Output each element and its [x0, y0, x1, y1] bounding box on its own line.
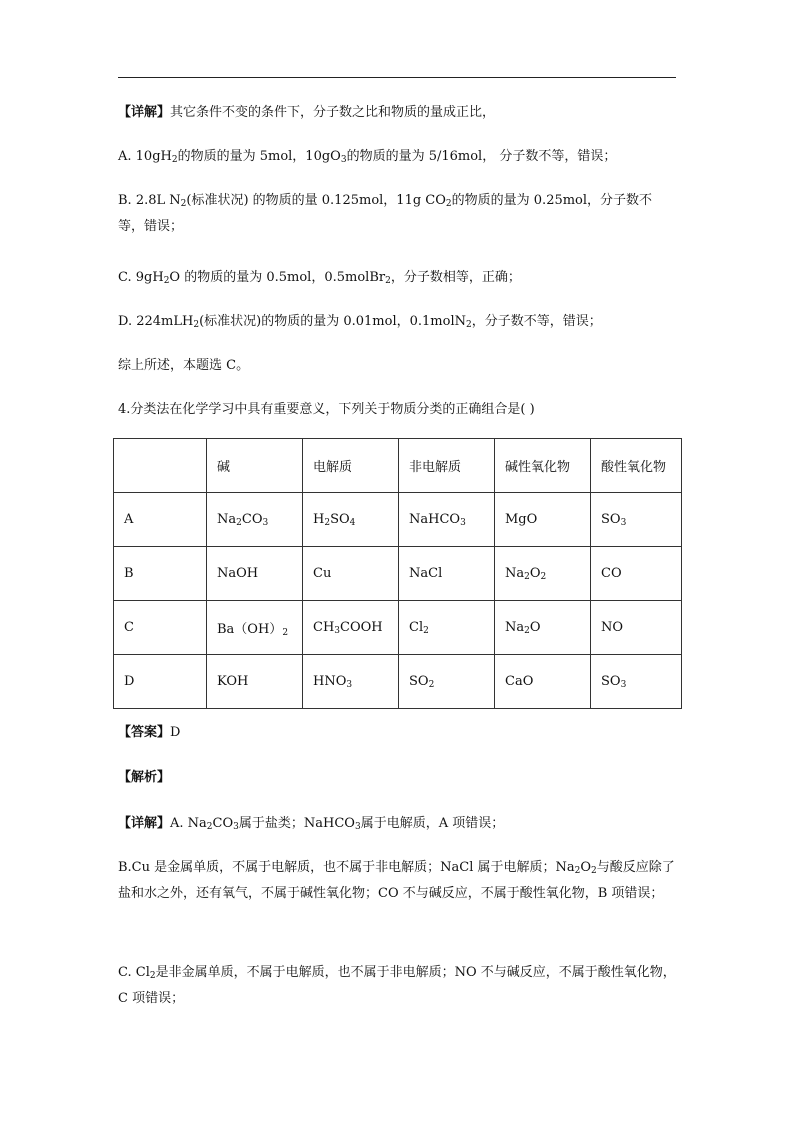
text: 属于电解质，A 项错误； — [360, 816, 505, 831]
subscript: 3 — [262, 518, 269, 528]
subscript: 2 — [465, 320, 472, 330]
table-cell — [399, 493, 495, 547]
table-row — [114, 655, 682, 709]
text: H — [313, 512, 325, 527]
table-cell — [591, 547, 682, 601]
detail-tag: 【详解】 — [118, 105, 171, 120]
detail-text: 其它条件不变的条件下，分子数之比和物质的量成正比， — [170, 105, 496, 120]
header-cell: 碱 — [207, 439, 303, 493]
answer-value: D — [170, 725, 181, 740]
subscript: 3 — [354, 822, 361, 832]
subscript: 2 — [163, 276, 170, 286]
subscript: 2 — [445, 199, 452, 209]
text: ，分子数不等，错误； — [471, 314, 602, 329]
detail-paragraph-1 — [118, 103, 495, 123]
text: NaCl — [409, 566, 443, 581]
text: HNO — [313, 674, 347, 689]
text: 属于盐类；NaHCO — [238, 816, 355, 831]
subscript: 2 — [282, 628, 289, 638]
header-cell: 电解质 — [303, 439, 399, 493]
text: Cl — [409, 620, 424, 635]
text: D. 224mLH — [118, 314, 194, 329]
table-cell — [591, 655, 682, 709]
answer-line — [118, 723, 180, 743]
text: CO — [601, 566, 622, 581]
table-cell — [495, 493, 591, 547]
text: 的物质的量为 0.25mol，分子数不等，错误； — [118, 193, 653, 234]
subscript: 4 — [349, 518, 356, 528]
text: SO — [330, 512, 350, 527]
text: 的物质的量为 5mol，10gO — [177, 149, 341, 164]
text: A. Na — [170, 816, 207, 831]
table-cell — [495, 547, 591, 601]
subscript: 3 — [346, 680, 353, 690]
row-label: D — [114, 655, 207, 709]
detail-paragraph-2-a — [118, 814, 504, 834]
text: O — [529, 620, 541, 635]
text: O — [580, 860, 592, 875]
subscript: 2 — [540, 572, 547, 582]
text: B. 2.8L N — [118, 193, 181, 208]
table-cell — [495, 655, 591, 709]
text: MgO — [505, 512, 538, 527]
text: COOH — [340, 620, 383, 635]
text: C. Cl — [118, 965, 150, 980]
header-cell: 碱性氧化物 — [495, 439, 591, 493]
header-cell: 酸性氧化物 — [591, 439, 682, 493]
table-cell — [303, 493, 399, 547]
subscript: 3 — [620, 680, 627, 690]
classification-table — [113, 438, 682, 709]
subscript: 2 — [149, 971, 156, 981]
subscript: 2 — [324, 518, 331, 528]
text: SO — [601, 512, 621, 527]
text: 的物质的量为 5/16mol， 分子数不等，错误； — [346, 149, 617, 164]
text: ，分子数相等，正确； — [390, 270, 521, 285]
table-cell — [207, 601, 303, 655]
text: CH — [313, 620, 335, 635]
text: NaHCO — [409, 512, 461, 527]
table-row — [114, 601, 682, 655]
table-cell — [207, 547, 303, 601]
subscript: 3 — [334, 626, 341, 636]
table-cell — [303, 547, 399, 601]
table-cell — [399, 601, 495, 655]
text: CO — [241, 512, 263, 527]
header-cell — [114, 439, 207, 493]
subscript: 2 — [193, 320, 200, 330]
subscript: 2 — [385, 276, 391, 286]
text: Na — [505, 566, 525, 581]
subscript: 2 — [236, 518, 242, 528]
detail-paragraph-2-c — [118, 960, 676, 1012]
table-cell — [303, 601, 399, 655]
subscript: 3 — [233, 822, 239, 832]
row-label: B — [114, 547, 207, 601]
table-cell — [303, 655, 399, 709]
analysis-heading: 【解析】 — [118, 770, 171, 785]
text: O — [529, 566, 541, 581]
summary-line: 综上所述，本题选 C。 — [118, 358, 250, 373]
text: O 的物质的量为 0.5mol，0.5molBr — [169, 270, 386, 285]
text: Na — [505, 620, 525, 635]
option-c-explanation — [118, 268, 521, 288]
table-cell — [591, 493, 682, 547]
header-cell: 非电解质 — [399, 439, 495, 493]
text: Ba（OH） — [217, 622, 283, 637]
table-cell — [495, 601, 591, 655]
text: NaOH — [217, 566, 259, 581]
table-header-row — [114, 439, 682, 493]
text: B.Cu 是金属单质，不属于电解质，也不属于非电解质；NaCl 属于电解质；Na — [118, 860, 575, 875]
answer-tag: 【答案】 — [118, 725, 171, 740]
text: Na — [217, 512, 237, 527]
subscript: 2 — [524, 626, 530, 636]
table-row — [114, 493, 682, 547]
row-label: C — [114, 601, 207, 655]
table-cell — [399, 655, 495, 709]
text: KOH — [217, 674, 249, 689]
option-a-explanation — [118, 147, 616, 167]
text: (标准状况) 的物质的量 0.125mol，11g CO — [186, 193, 446, 208]
subscript: 2 — [423, 626, 429, 636]
text: 与酸反应除了盐和水之外，还有氧气，不属于碱性氧化物；CO 不与碱反应，不属于酸性氧化物，B 项错误； — [118, 860, 675, 901]
text: C. 9gH — [118, 270, 164, 285]
text: 是非金属单质，不属于电解质，也不属于非电解质；NO 不与碱反应，不属于酸性氧化物，C 项错误； — [118, 965, 676, 1006]
subscript: 2 — [591, 866, 597, 876]
text: NO — [601, 620, 624, 635]
text: Cu — [313, 566, 332, 581]
text: (标准状况)的物质的量为 0.01mol，0.1molN — [199, 314, 466, 329]
subscript: 2 — [206, 822, 213, 832]
table-cell — [399, 547, 495, 601]
subscript: 3 — [460, 518, 466, 528]
table-cell — [207, 655, 303, 709]
option-d-explanation — [118, 312, 602, 332]
header-rule — [118, 77, 676, 78]
table-row — [114, 547, 682, 601]
row-label: A — [114, 493, 207, 547]
table-cell — [591, 601, 682, 655]
text: CaO — [505, 674, 534, 689]
subscript: 2 — [428, 680, 435, 690]
subscript: 2 — [574, 866, 581, 876]
subscript: 2 — [524, 572, 530, 582]
option-b-explanation — [118, 188, 676, 240]
text: SO — [409, 674, 429, 689]
detail-paragraph-2-b — [118, 855, 676, 907]
text: SO — [601, 674, 621, 689]
subscript: 3 — [620, 518, 627, 528]
table-cell — [207, 493, 303, 547]
text: CO — [212, 816, 234, 831]
question-4: 4.分类法在化学学习中具有重要意义，下列关于物质分类的正确组合是( ) — [118, 402, 535, 417]
text: A. 10gH — [118, 149, 172, 164]
subscript: 3 — [340, 155, 347, 165]
subscript: 2 — [180, 199, 187, 209]
detail-tag: 【详解】 — [118, 816, 171, 831]
subscript: 2 — [171, 155, 178, 165]
